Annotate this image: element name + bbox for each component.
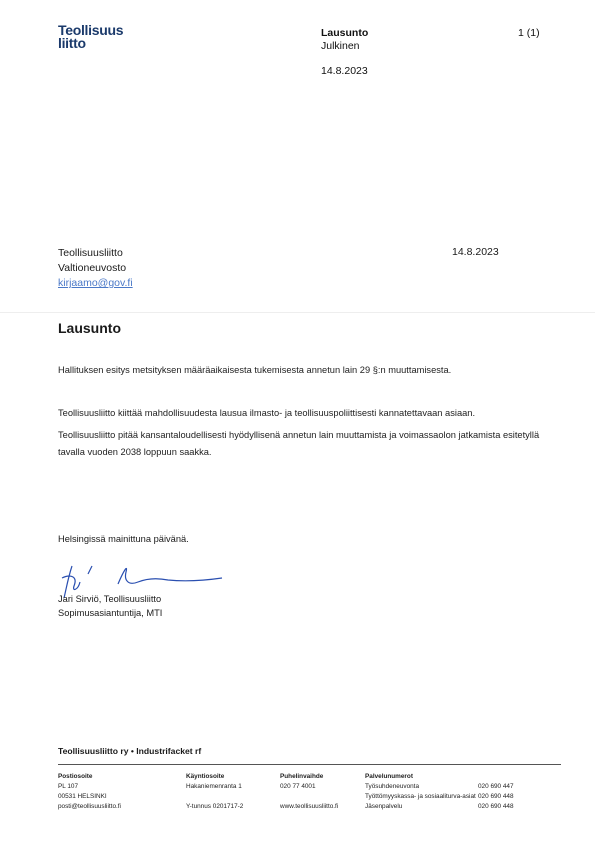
paragraph-3: Teollisuusliitto pitää kansantaloudellisesti hyödyllisenä annetun lain muuttamista ja voimassaolon jatkamista esitetyllä tavalla vuoden 2038 loppuun saakka.	[58, 430, 540, 457]
footer-organization: Teollisuusliitto ry • Industrifacket rf	[58, 746, 202, 756]
business-id: Y-tunnus 0201717-2	[186, 803, 244, 810]
header-date: 14.8.2023	[321, 65, 368, 77]
signer-block	[58, 592, 162, 620]
logo-line-2: liitto	[58, 35, 86, 51]
spacer	[280, 792, 338, 802]
visit-label: Käyntiosoite	[186, 773, 225, 780]
page-count: 1 (1)	[518, 27, 540, 39]
postal-city: 00531 HELSINKI	[58, 793, 107, 800]
signer-title: Sopimusasiantuntija, MTI	[58, 608, 163, 618]
spacer	[186, 792, 243, 802]
footer-phone-column	[280, 772, 338, 812]
service-number: 020 690 447	[478, 783, 514, 790]
postal-label: Postiosoite	[58, 773, 93, 780]
address-block	[58, 246, 133, 291]
fold-line	[0, 312, 595, 313]
classification: Julkinen	[321, 40, 360, 52]
service-item: Jäsenpalvelu	[365, 803, 403, 810]
website: www.teollisuusliitto.fi	[280, 803, 339, 810]
service-number: 020 690 448	[478, 803, 514, 810]
footer-divider	[58, 764, 561, 765]
closing-line: Helsingissä mainittuna päivänä.	[58, 534, 189, 544]
service-item: Työsuhdeneuvonta	[365, 783, 420, 790]
address-date: 14.8.2023	[452, 246, 499, 258]
service-number: 020 690 448	[478, 793, 514, 800]
footer-services-column	[365, 772, 476, 812]
services-label: Palvelunumerot	[365, 773, 413, 780]
spacer	[478, 772, 514, 782]
postal-email: posti@teollisuusliitto.fi	[58, 803, 121, 810]
recipient-email-link[interactable]: kirjaamo@gov.fi	[58, 277, 133, 289]
phone-label: Puhelinvaihde	[280, 773, 324, 780]
footer-visit-column	[186, 772, 243, 812]
statement-title: Lausunto	[58, 320, 121, 336]
footer-service-numbers-column	[478, 772, 514, 812]
sender: Teollisuusliitto	[58, 247, 123, 259]
document-type: Lausunto	[321, 27, 369, 39]
teollisuusliitto-logo	[58, 24, 123, 50]
paragraph-1: Hallituksen esitys metsityksen määräaikaisesta tukemisesta annetun lain 29 §:n muuttamisesta.	[58, 365, 452, 375]
visit-street: Hakaniemenranta 1	[186, 783, 242, 790]
paragraph-2: Teollisuusliitto kiittää mahdollisuudesta lausua ilmasto- ja teollisuuspoliittisesti kannatettavaan asiaan.	[58, 408, 476, 418]
phone-number: 020 77 4001	[280, 783, 316, 790]
recipient: Valtioneuvosto	[58, 262, 127, 274]
postal-box: PL 107	[58, 783, 79, 790]
footer-postal-column	[58, 772, 121, 812]
service-item: Työttömyyskassa- ja sosiaaliturva-asiat	[365, 793, 476, 800]
logo-line-1: Teollisuus	[58, 22, 124, 38]
signer-name: Jari Sirviö, Teollisuusliitto	[58, 594, 162, 604]
